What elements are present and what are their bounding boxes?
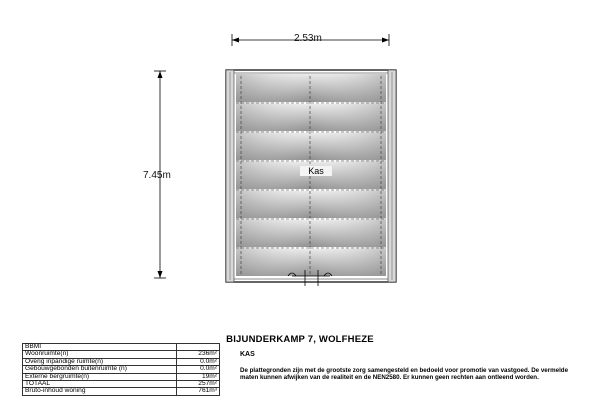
table-cell-label: TOTAAL: [23, 381, 177, 388]
disclaimer-text: De plattegronden zijn met de grootste zorg samengesteld en bedoeld voor promotie van vastgoed. De vermelde maten kunnen afwijken van de realiteit en de NEN2580. Er kunnen geen rechten aan ontleend worden.: [240, 367, 569, 382]
table-row: [23, 373, 220, 380]
table-row: [23, 388, 220, 395]
table-cell-label: Externe bergruimte(n): [23, 373, 177, 380]
area-table: [22, 343, 220, 396]
table-cell-label: Overig inpandige ruimte(n): [23, 358, 177, 365]
table-cell-value: 0.0m²: [177, 366, 220, 373]
table-cell-value: 257m²: [177, 381, 220, 388]
table-cell-value: 0.0m²: [177, 358, 220, 365]
table-cell-value: 236m²: [177, 351, 220, 358]
table-cell-label: Gebouwgebonden buitenruimte (n): [23, 366, 177, 373]
width-dimension-label: 2.53m: [294, 33, 322, 44]
table-cell-label: Woonruimte(n): [23, 351, 177, 358]
address-title: BIJUNDERKAMP 7, WOLFHEZE: [226, 334, 374, 345]
table-cell-value: 19m²: [177, 373, 220, 380]
table-row: [23, 366, 220, 373]
height-dimension-label: 7.45m: [143, 170, 171, 181]
room-label-kas: Kas: [300, 166, 332, 176]
table-cell-label: BBMI: [23, 344, 177, 351]
table-cell-value: 761m³: [177, 388, 220, 395]
floor-label: KAS: [240, 351, 255, 358]
table-cell-label: Bruto-inhoud woning: [23, 388, 177, 395]
